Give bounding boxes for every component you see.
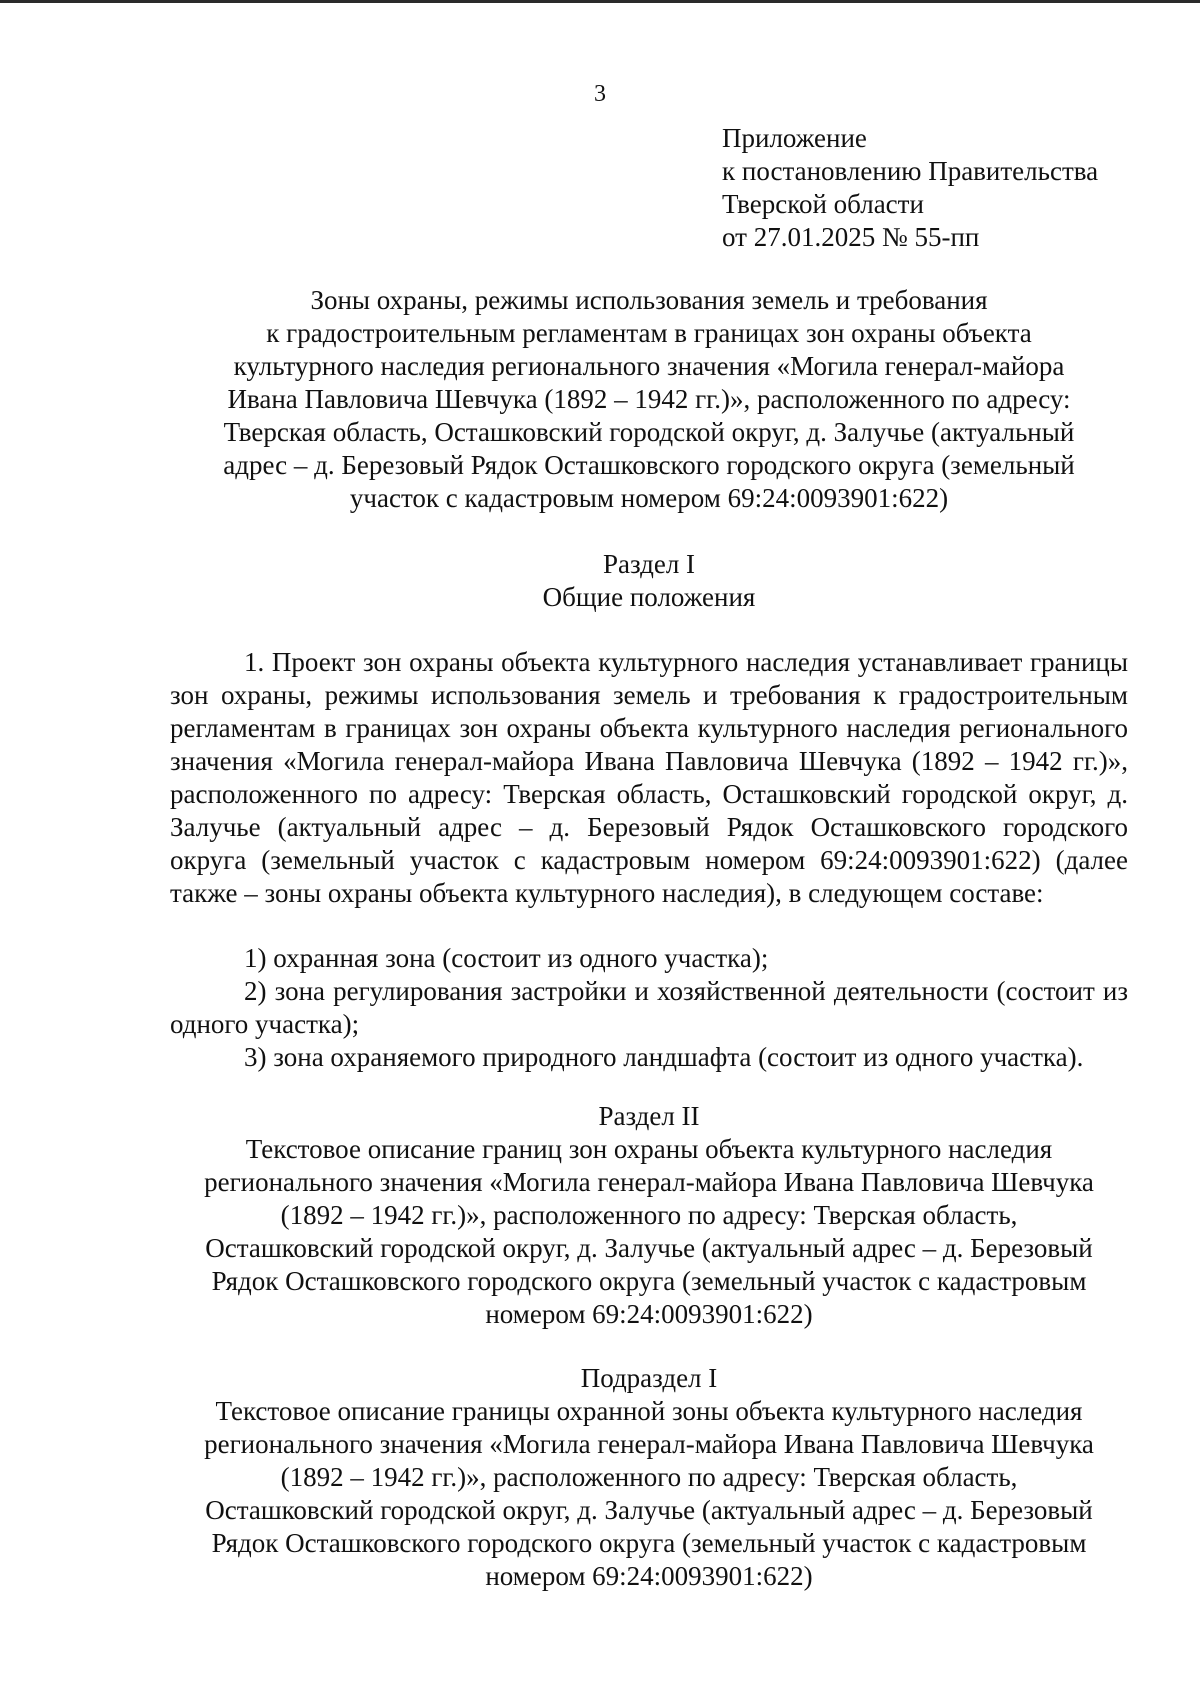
- subsection1-title-line: Осташковский городской округ, д. Залучье (актуальный адрес – д. Березовый: [205, 1495, 1093, 1525]
- appendix-header: [722, 122, 1182, 254]
- list-item: 2) зона регулирования застройки и хозяйственной деятельности (состоит из одного участка);: [170, 976, 1128, 1039]
- list-item: 3) зона охраняемого природного ландшафта (состоит из одного участка).: [244, 1042, 1084, 1072]
- section2-title-line: (1892 – 1942 гг.)», расположенного по адресу: Тверская область,: [280, 1200, 1018, 1230]
- section2-title-line: Осташковский городской округ, д. Залучье (актуальный адрес – д. Березовый: [205, 1233, 1093, 1263]
- title-line: Тверская область, Осташковский городской округ, д. Залучье (актуальный: [223, 417, 1075, 447]
- document-title: [170, 284, 1128, 515]
- subsection1-title-line: Текстовое описание границы охранной зоны объекта культурного наследия: [215, 1396, 1083, 1426]
- section1-heading-block: [170, 548, 1128, 614]
- section2-heading-block: [170, 1100, 1128, 1331]
- subsection1-title-line: (1892 – 1942 гг.)», расположенного по адресу: Тверская область,: [280, 1462, 1018, 1492]
- title-line: Зоны охраны, режимы использования земель и требования: [310, 285, 988, 315]
- section2-title-line: регионального значения «Могила генерал-майора Ивана Павловича Шевчука: [204, 1167, 1094, 1197]
- section2-title-line: номером 69:24:0093901:622): [485, 1299, 813, 1329]
- page-number: 3: [594, 81, 606, 107]
- section2-title-line: Рядок Осташковского городского округа (земельный участок с кадастровым: [211, 1266, 1087, 1296]
- section1-paragraph: 1. Проект зон охраны объекта культурного наследия устанавливает границы зон охраны, режимы использования земель и требования к градостроительным регламентам в границах зон охраны объекта культурного наследия регионального значения «Могила генерал-майора Ивана Павловича Шевчука (1892 – 1942 гг.)», расположенного по адресу: Тверская область, Осташковский городской округ, д. Залучье (актуальный адрес – д. Березовый Рядок Осташковского городского округа (земельный участок с кадастровым номером 69:24:0093901:622) (далее также – зоны охраны объекта культурного наследия), в следующем составе:: [170, 647, 1128, 908]
- title-line: культурного наследия регионального значения «Могила генерал-майора: [233, 351, 1065, 381]
- subsection1-title-line: регионального значения «Могила генерал-майора Ивана Павловича Шевчука: [204, 1429, 1094, 1459]
- subsection1-heading-block: [170, 1362, 1128, 1593]
- title-line: участок с кадастровым номером 69:24:0093901:622): [349, 483, 949, 513]
- title-line: к градостроительным регламентам в границах зон охраны объекта: [266, 318, 1032, 348]
- section1-heading: Раздел I: [602, 549, 696, 579]
- subsection1-title-line: номером 69:24:0093901:622): [485, 1561, 813, 1591]
- section1-subheading: Общие положения: [542, 582, 756, 612]
- page-top-border: [0, 0, 1200, 3]
- title-line: адрес – д. Березовый Рядок Осташковского городского округа (земельный: [223, 450, 1075, 480]
- appendix-line: от 27.01.2025 № 55-пп: [722, 222, 980, 252]
- title-line: Ивана Павловича Шевчука (1892 – 1942 гг.)», расположенного по адресу:: [227, 384, 1071, 414]
- section2-title-line: Текстовое описание границ зон охраны объекта культурного наследия: [245, 1134, 1053, 1164]
- subsection1-title-line: Рядок Осташковского городского округа (земельный участок с кадастровым: [211, 1528, 1087, 1558]
- subsection1-heading: Подраздел I: [580, 1363, 718, 1393]
- section2-heading: Раздел II: [598, 1101, 700, 1131]
- appendix-line: Тверской области: [722, 189, 924, 219]
- appendix-line: к постановлению Правительства: [722, 156, 1099, 186]
- section1-list: [170, 942, 1128, 1074]
- list-item: 1) охранная зона (состоит из одного участка);: [244, 943, 769, 973]
- appendix-line: Приложение: [722, 123, 867, 153]
